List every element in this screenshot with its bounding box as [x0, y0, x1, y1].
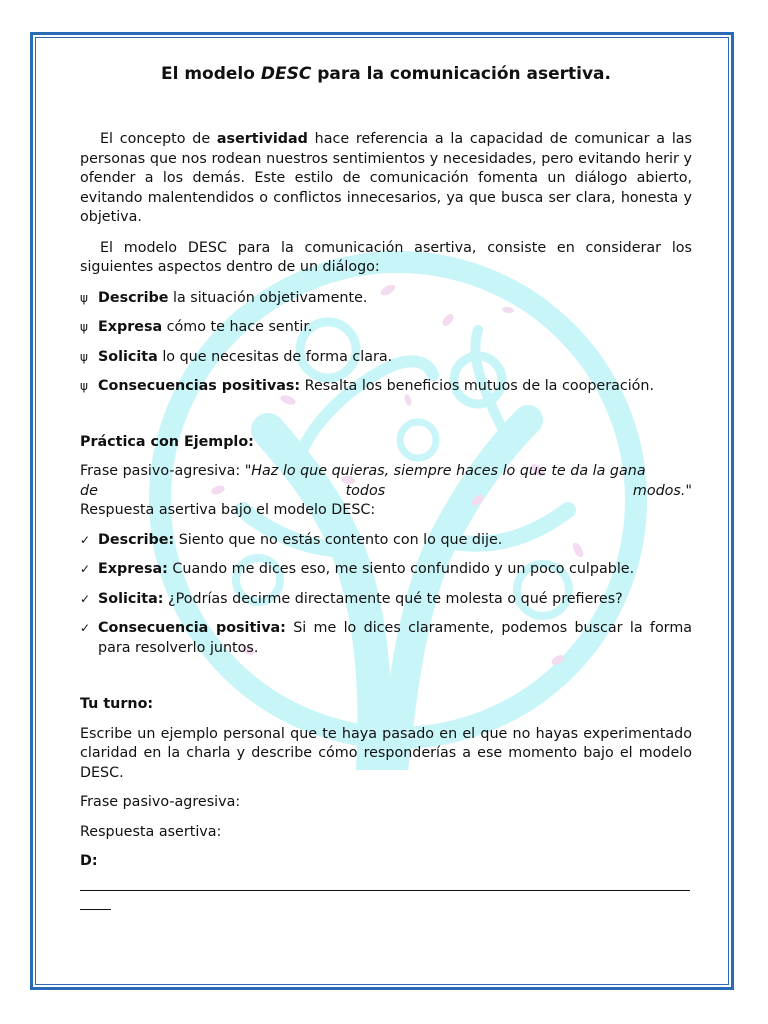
psi-bullet-icon: ψ	[80, 349, 88, 364]
practice-text: ¿Podrías decirme directamente qué te molesta o qué prefieres?	[163, 590, 623, 607]
practice-text: Si me lo dices claramente, podemos buscar la forma para resolverlo juntos.	[98, 620, 693, 656]
check-icon: ✓	[80, 591, 91, 606]
practice-term: Consecuencia positiva:	[98, 620, 286, 636]
aspect-term: Expresa	[98, 319, 163, 335]
list-item	[80, 560, 692, 580]
psi-bullet-icon: ψ	[80, 320, 88, 334]
list-item	[80, 531, 692, 551]
practice-term: Describe:	[98, 531, 175, 548]
aspect-text: Resalta los beneficios mutuos de la cooperación.	[300, 378, 655, 394]
phrase-word: todos	[345, 482, 386, 499]
phrase-label: Frase pasivo-agresiva: "	[80, 463, 252, 479]
aspect-term: Describe	[98, 289, 169, 306]
page-title	[80, 62, 692, 86]
phrase-quote: Haz lo que quieras, siempre haces lo que te da la gana	[251, 463, 646, 479]
model-paragraph: El modelo DESC para la comunicación asertiva, consiste en considerar los siguientes aspectos dentro de un diálogo:	[80, 239, 692, 275]
answer-line[interactable]	[80, 878, 690, 891]
list-item	[80, 590, 692, 610]
list-item	[80, 377, 692, 397]
list-item	[80, 289, 692, 309]
list-item	[80, 348, 692, 368]
intro-text: El concepto de	[100, 131, 217, 147]
aspect-term: Consecuencias positivas:	[98, 378, 301, 394]
phrase-word: modos.	[632, 482, 686, 499]
check-icon: ✓	[80, 562, 91, 576]
turn-instructions: Escribe un ejemplo personal que te haya pasado en el que no hayas experimentado claridad en la charla y describe cómo responderías a ese momento bajo el modelo DESC.	[80, 725, 692, 781]
aspect-text: la situación objetivamente.	[168, 289, 368, 306]
practice-term: Expresa:	[98, 561, 168, 577]
psi-bullet-icon: ψ	[80, 290, 88, 305]
turn-heading: Tu turno:	[80, 696, 154, 712]
practice-term: Solicita:	[98, 590, 164, 607]
phrase-close-quote: "	[685, 482, 692, 499]
aspect-text: lo que necesitas de forma clara.	[157, 348, 393, 365]
practice-heading: Práctica con Ejemplo:	[80, 433, 254, 450]
practice-list	[80, 531, 692, 659]
example-phrase-line1	[80, 462, 692, 482]
psi-bullet-icon: ψ	[80, 379, 88, 393]
turn-phrase-label: Frase pasivo-agresiva:	[80, 794, 241, 810]
practice-text: Siento que no estás contento con lo que dije.	[174, 531, 503, 548]
example-phrase	[80, 462, 692, 501]
intro-paragraph	[80, 130, 692, 228]
practice-text: Cuando me dices eso, me siento confundido y un poco culpable.	[167, 561, 635, 577]
list-item	[80, 318, 692, 338]
document-content	[80, 62, 692, 910]
example-phrase-line2	[80, 482, 692, 502]
turn-response-label: Respuesta asertiva:	[80, 823, 222, 840]
title-text: El modelo	[160, 64, 261, 84]
answer-line-end[interactable]	[80, 897, 111, 910]
aspects-list	[80, 289, 692, 397]
phrase-word: de	[80, 482, 98, 499]
title-emphasis: DESC	[260, 64, 312, 84]
aspect-term: Solicita	[98, 348, 158, 365]
response-label: Respuesta asertiva bajo el modelo DESC:	[80, 502, 376, 518]
list-item	[80, 619, 692, 658]
intro-keyword: asertividad	[216, 131, 308, 147]
aspect-text: cómo te hace sentir.	[162, 319, 313, 335]
check-icon: ✓	[80, 532, 91, 547]
check-icon: ✓	[80, 621, 91, 635]
turn-d-label: D:	[80, 853, 98, 869]
title-text-end: para la comunicación asertiva.	[311, 64, 611, 84]
intro-text-rest: hace referencia a la capacidad de comunicar a las personas que nos rodean nuestros sentimientos y necesidades, pero evitando herir y ofender a los demás. Este estilo de comunicación fomenta un diálogo abierto, evitando malentendidos o conflictos innecesarios, ya que busca ser clara, honesta y objetiva.	[80, 131, 692, 225]
